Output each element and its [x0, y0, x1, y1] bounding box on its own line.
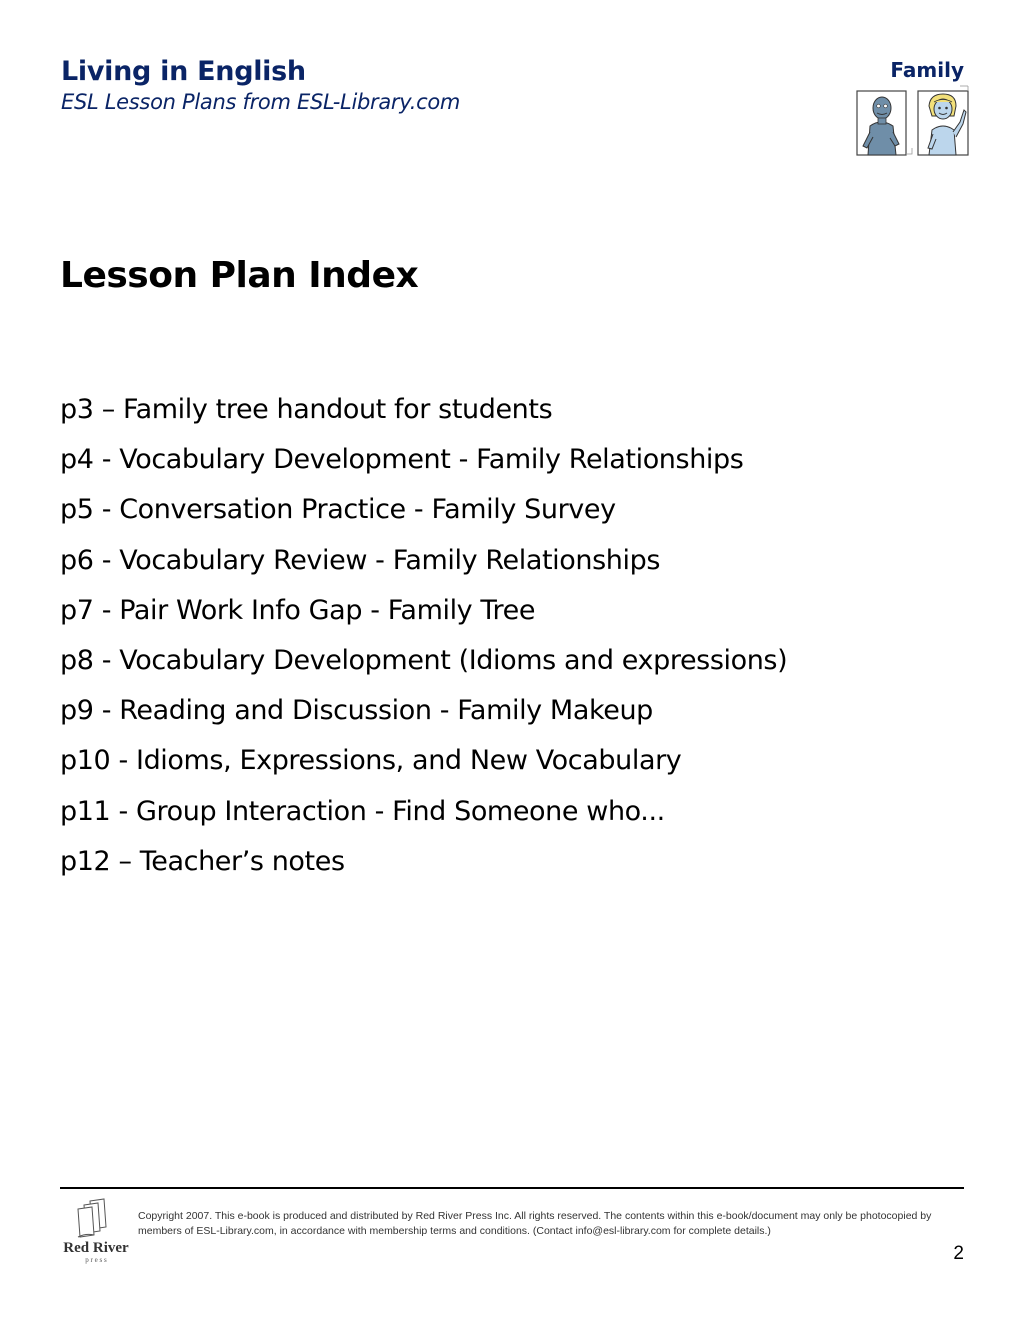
index-item-p3: p3 – Family tree handout for students — [60, 394, 553, 425]
red-river-press-logo-icon — [60, 1197, 132, 1265]
index-item-p12: p12 – Teacher’s notes — [60, 845, 345, 877]
index-item-p7: p7 - Pair Work Info Gap - Family Tree — [60, 594, 536, 626]
index-item-p6: p6 - Vocabulary Review - Family Relationships — [60, 544, 660, 576]
index-item-p9: p9 - Reading and Discussion - Family Makeup — [60, 695, 653, 727]
page-number: 2 — [953, 1243, 964, 1264]
lesson-plan-index-list — [60, 385, 787, 887]
logo-name: Red River — [63, 1240, 129, 1256]
index-item-p8: p8 - Vocabulary Development (Idioms and expressions) — [60, 644, 788, 676]
series-subtitle: ESL Lesson Plans from ESL-Library.com — [61, 90, 461, 114]
copyright-notice: Copyright 2007. This e-book is produced and distributed by Red River Press Inc. All rights reserved. The contents within this e-book/document may only be photocopied by members of ESL-Library.com, in accordance with membership terms and conditions. (Contact info@esl-library.com for complete details.) — [138, 1210, 932, 1237]
index-item-p10: p10 - Idioms, Expressions, and New Vocabulary — [60, 745, 682, 777]
family-illustration-icon — [856, 82, 970, 162]
index-item-p11: p11 - Group Interaction - Find Someone who... — [60, 795, 665, 827]
index-item-p5: p5 - Conversation Practice - Family Survey — [60, 494, 616, 526]
logo-subtitle: p r e s s — [85, 1256, 107, 1264]
index-item-p4: p4 - Vocabulary Development - Family Relationships — [60, 444, 744, 476]
footer-divider — [60, 1187, 964, 1189]
page-title: Lesson Plan Index — [60, 255, 419, 296]
series-title: Living in English — [61, 56, 306, 87]
topic-label: Family — [890, 58, 964, 82]
